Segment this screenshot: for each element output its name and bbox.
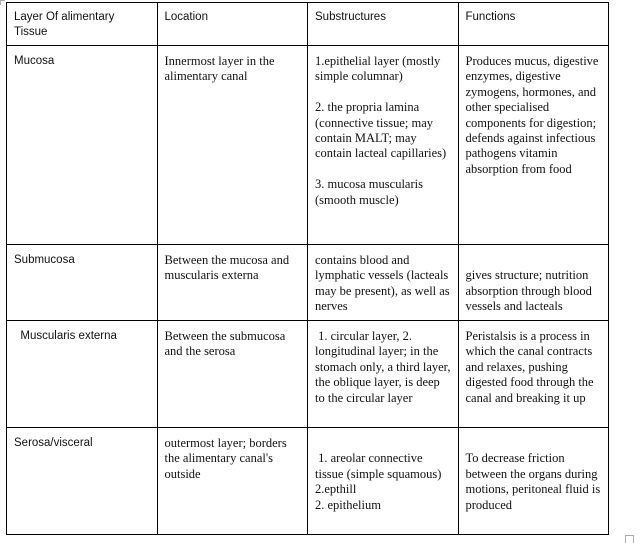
- cell-substructures[interactable]: 1. circular layer, 2. longitudinal layer; in the stomach only, a third layer, the oblique layer, is deep to the circular layer: [308, 321, 459, 428]
- header-functions: Functions: [458, 3, 609, 46]
- cell-layer: Mucosa: [7, 46, 158, 245]
- cell-substructures: 1. areolar connective tissue (simple squamous) 2.epthill 2. epithelium: [308, 428, 459, 535]
- header-location: Location: [157, 3, 308, 46]
- cell-layer: Submucosa: [7, 245, 158, 321]
- cell-layer: Serosa/visceral: [7, 428, 158, 535]
- cell-location: outermost layer; borders the alimentary canal's outside: [157, 428, 308, 535]
- crop-mark: [0, 0, 5, 5]
- alimentary-layers-table: [6, 2, 609, 535]
- cell-functions: Peristalsis is a process in which the canal contracts and relaxes, pushing digested food through the canal and breaking it up: [458, 321, 609, 428]
- cell-layer: Muscularis externa: [7, 321, 158, 428]
- table-row: [7, 245, 609, 321]
- header-substructures: Substructures: [308, 3, 459, 46]
- table-row: [7, 321, 609, 428]
- header-row: [7, 3, 609, 46]
- table-resize-handle[interactable]: [625, 535, 634, 543]
- cell-functions: gives structure; nutrition absorption through blood vessels and lacteals: [458, 245, 609, 321]
- cell-location: Innermost layer in the alimentary canal: [157, 46, 308, 245]
- cell-functions: To decrease friction between the organs during motions, peritoneal fluid is produced: [458, 428, 609, 535]
- table-row: [7, 428, 609, 535]
- cell-functions: Produces mucus, digestive enzymes, digestive zymogens, hormones, and other specialised components for digestion; defends against infectious pathogens vitamin absorption from food: [458, 46, 609, 245]
- cell-substructures: 1.epithelial layer (mostly simple columnar) 2. the propria lamina (connective tissue; may contain MALT; may contain lacteal capillaries) 3. mucosa muscularis (smooth muscle): [308, 46, 459, 245]
- table-row: [7, 46, 609, 245]
- cell-substructures: contains blood and lymphatic vessels (lacteals may be present), as well as nerves: [308, 245, 459, 321]
- cell-location: Between the submucosa and the serosa: [157, 321, 308, 428]
- header-layer: Layer Of alimentary Tissue: [7, 3, 158, 46]
- cell-location: Between the mucosa and muscularis externa: [157, 245, 308, 321]
